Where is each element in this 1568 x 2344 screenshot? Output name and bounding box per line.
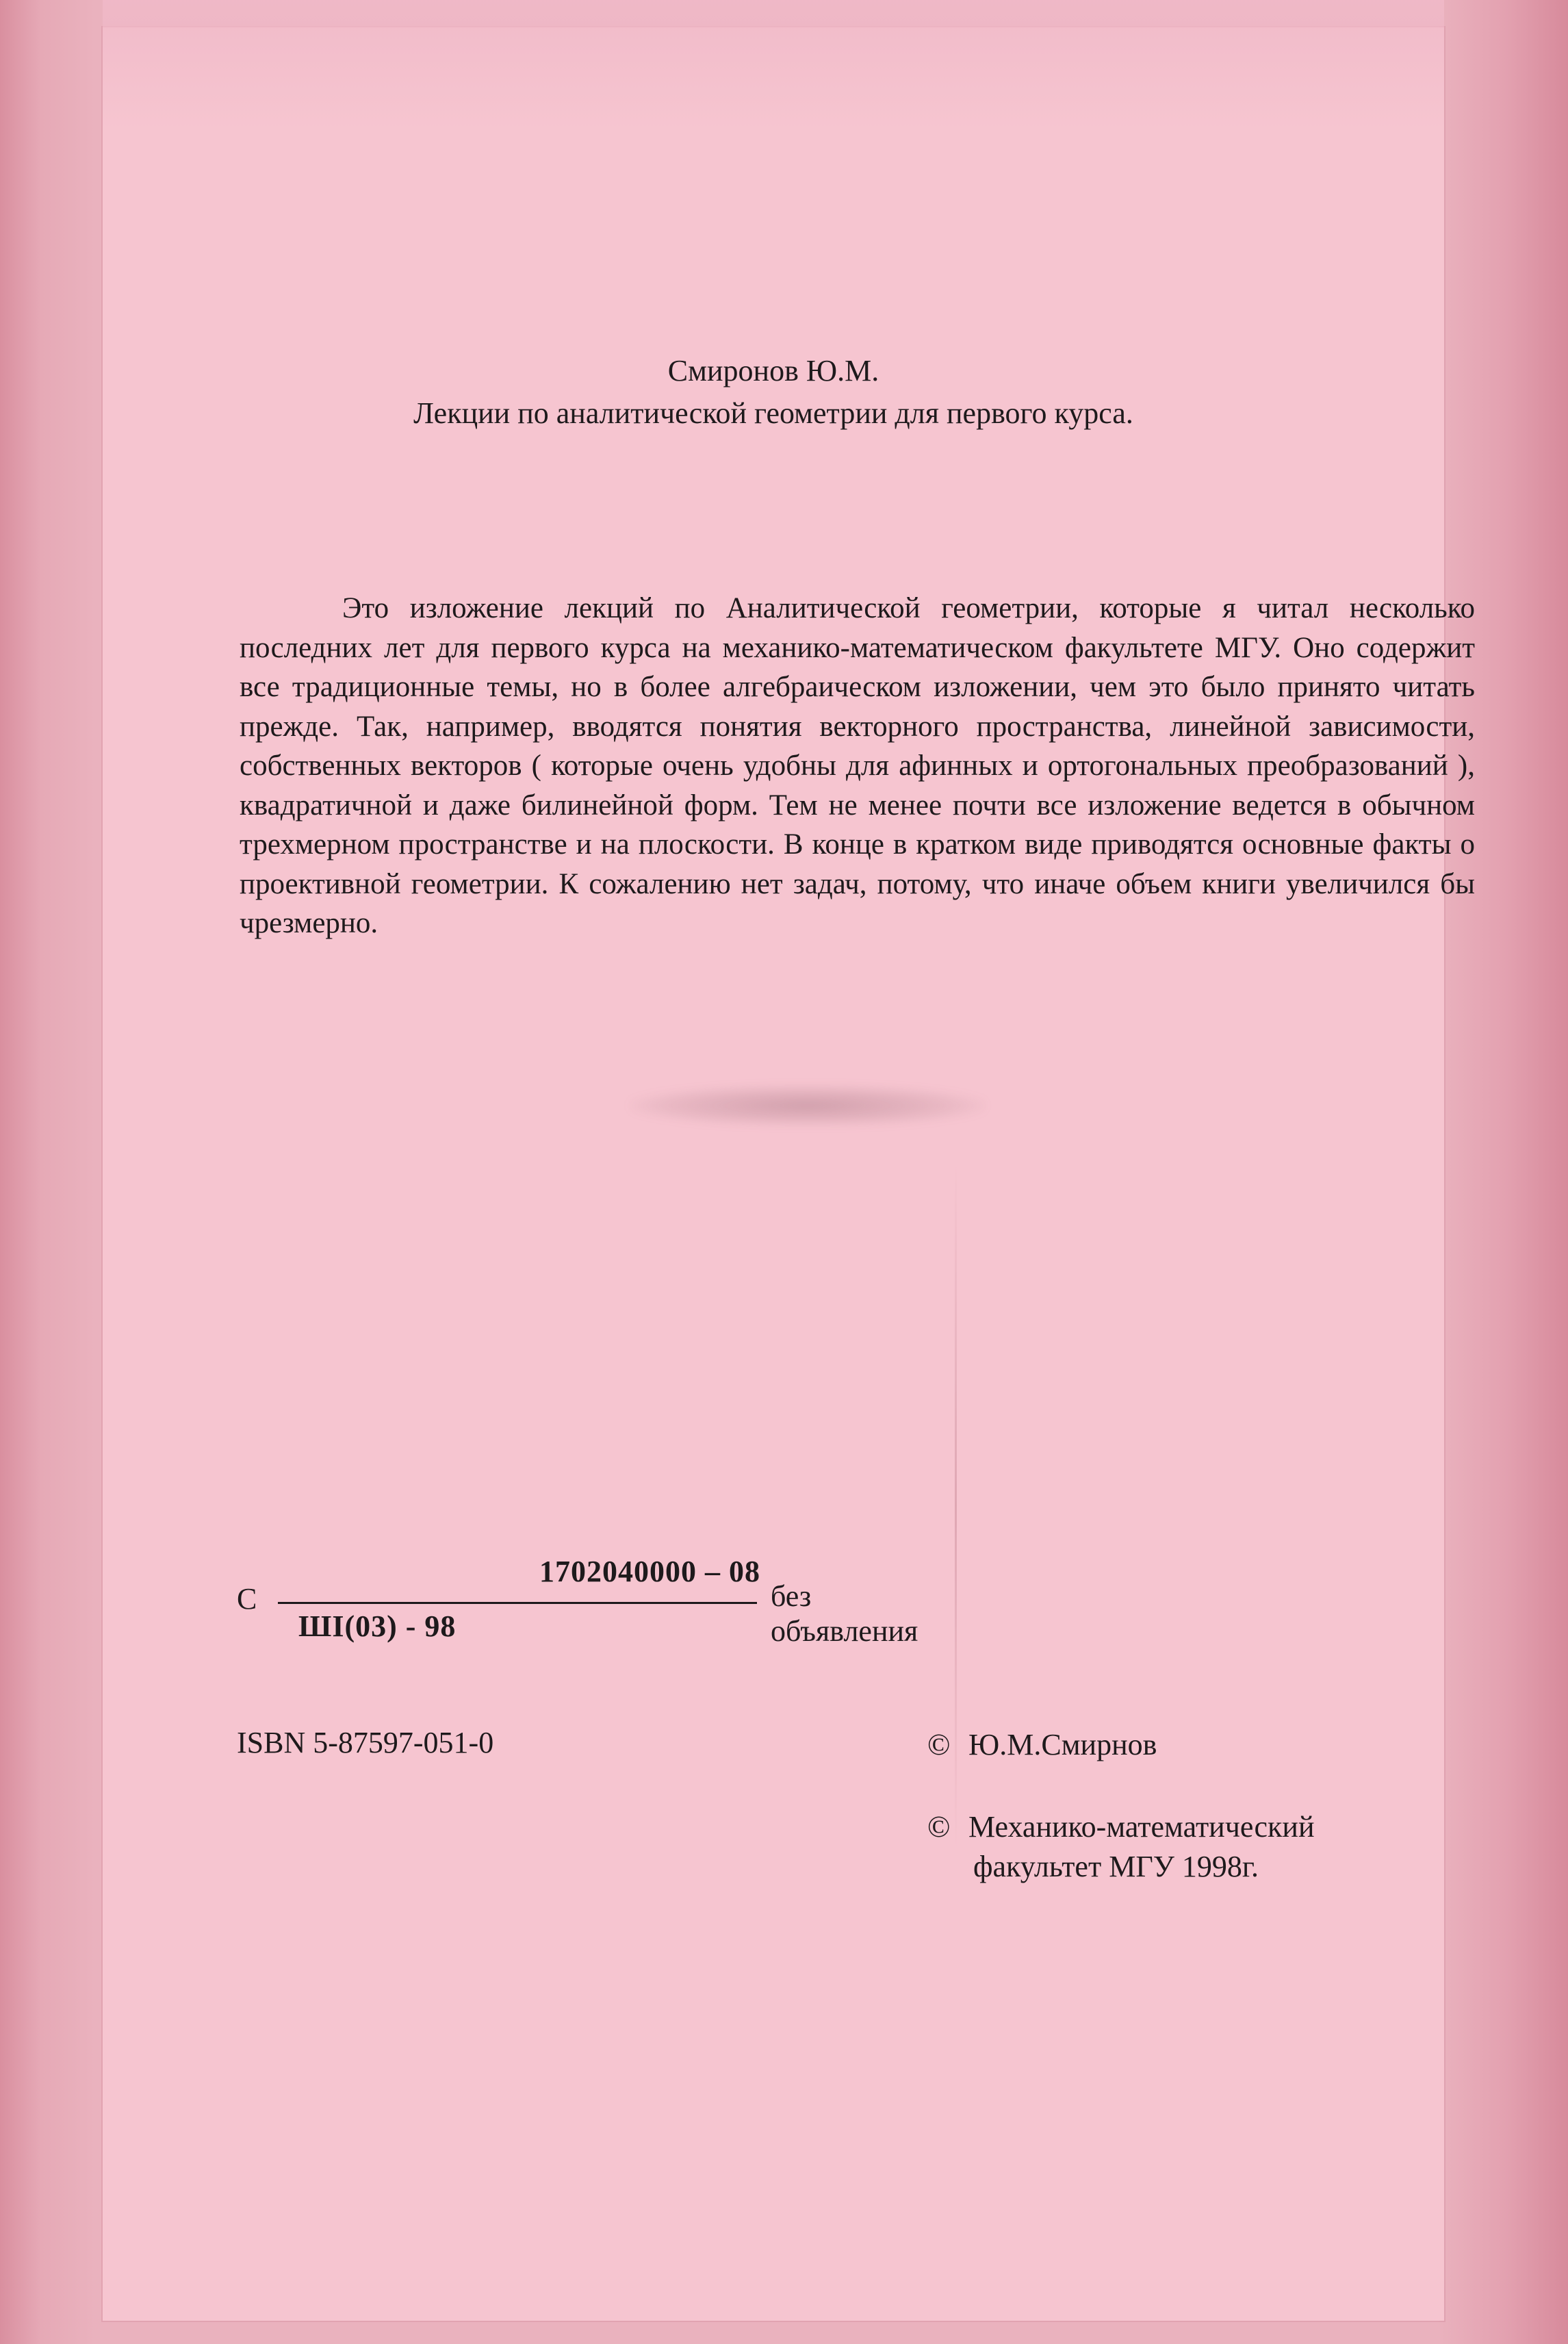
copyright-author (927, 1725, 1157, 1765)
copyright-faculty-line2: факультет МГУ 1998г. (973, 1850, 1259, 1883)
classification-denominator: ШІ(03) - 98 (298, 1609, 457, 1643)
show-through-smudge (630, 1085, 986, 1126)
classification-letter: С (237, 1582, 257, 1616)
book-title: Лекции по аналитической геометрии для первого курса. (413, 396, 1133, 430)
abstract-paragraph: Это изложение лекций по Аналитической геометрии, которые я читал несколько последних лет для первого курса на механико-математическом факультете МГУ. Оно содержит все традиционные темы, но в более алгебраическом изложении, чем это было принято читать прежде. Так, например, вводятся понятия векторного пространства, линейной зависимости, собственных векторов ( которые очень удобны для афинных и ортогональных преобразований ), квадратичной и даже билинейной форм. Тем не менее почти все изложение ведется в обычном трехмерном пространстве и на плоскости. В конце в кратком виде приводятся основные факты о проективной геометрии. К сожалению нет задач, потому, что иначе объем книги увеличился бы чрезмерно. (240, 592, 1475, 939)
copyright-icon: © (927, 1810, 951, 1844)
copyright-faculty-line1: Механико-математический (968, 1810, 1315, 1844)
classification-code (237, 1554, 918, 1648)
classification-note: без объявления (771, 1579, 918, 1648)
copyright-icon: © (927, 1728, 951, 1761)
copyright-author-name: Ю.М.Смирнов (968, 1728, 1157, 1761)
classification-numerator: 1702040000 – 08 (539, 1555, 760, 1588)
copyright-faculty (927, 1807, 1314, 1887)
paper-top-band (103, 0, 1444, 130)
fraction-bar (278, 1602, 757, 1604)
isbn-number: ISBN 5-87597-051-0 (237, 1726, 494, 1759)
author-name: Смиронов Ю.М. (667, 354, 879, 387)
